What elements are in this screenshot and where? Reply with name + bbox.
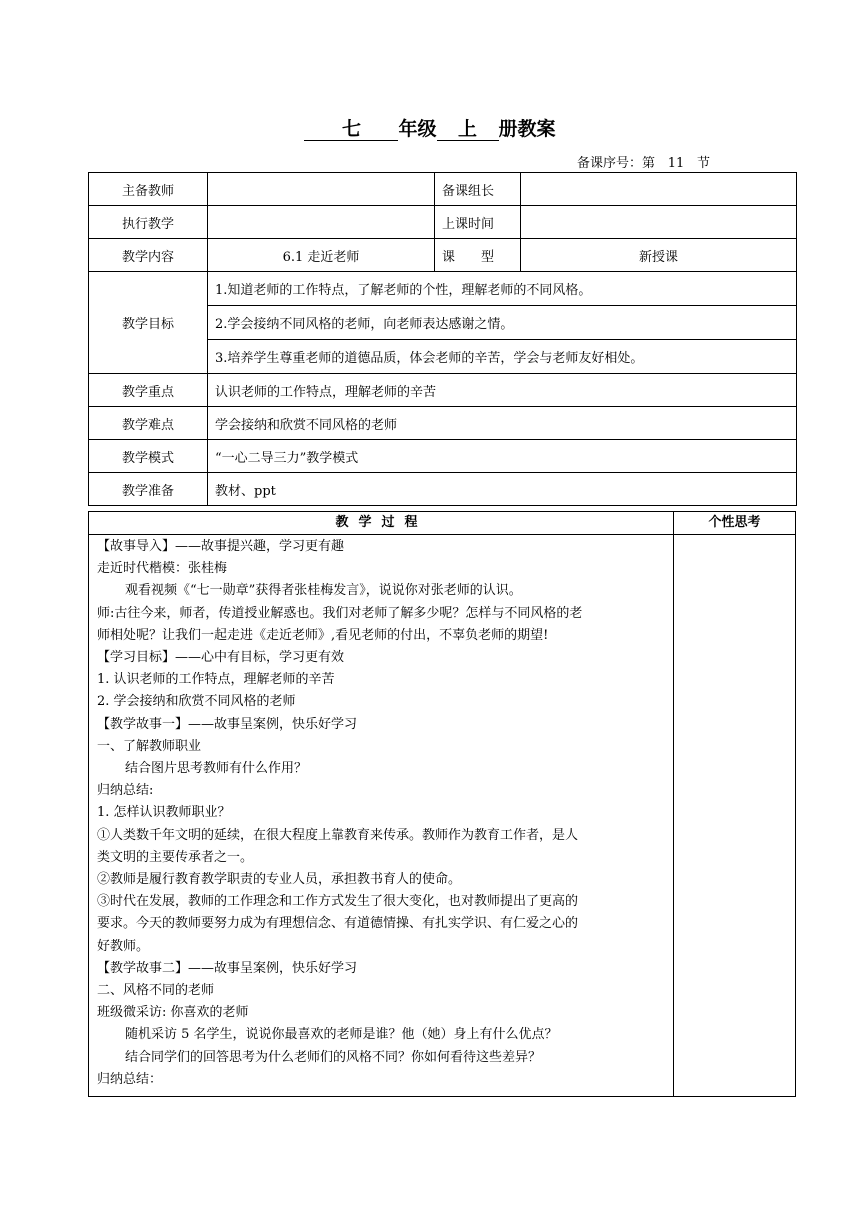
- info-table: [88, 172, 797, 506]
- grade-suffix: 年级: [398, 118, 437, 140]
- process-line: 走近时代楷模：张桂梅: [97, 561, 228, 577]
- difficult-value: 学会接纳和欣赏不同风格的老师: [208, 407, 797, 440]
- goal-2: 2.学会接纳不同风格的老师，向老师表达感谢之情。: [208, 306, 797, 340]
- content-value: 6.1 走近老师: [208, 239, 435, 272]
- content-label: 教学内容: [89, 239, 208, 272]
- exec-teacher-label: 执行教学: [89, 206, 208, 239]
- lesson-number: 11: [655, 156, 697, 173]
- row-teachers: [89, 173, 797, 206]
- term-field: 上: [437, 118, 499, 141]
- process-line: 班级微采访: 你喜欢的老师: [97, 1005, 249, 1021]
- lesson-prefix: 备课序号：第: [577, 156, 656, 171]
- main-teacher-label: 主备教师: [89, 173, 208, 206]
- type-value: 新授课: [521, 239, 797, 272]
- process-line: 好教师。: [97, 938, 150, 954]
- process-line: 1. 认识老师的工作特点，理解老师的辛苦: [97, 672, 335, 688]
- type-label: 课 型: [435, 239, 521, 272]
- process-line: 2. 学会接纳和欣赏不同风格的老师: [97, 694, 296, 710]
- main-teacher-value: [208, 173, 435, 206]
- process-line: 归纳总结：: [97, 1071, 163, 1087]
- row-prep: [89, 473, 797, 506]
- row-difficult: [89, 407, 797, 440]
- process-line: 二、风格不同的老师: [97, 983, 215, 999]
- prep-value: 教材、ppt: [208, 473, 797, 506]
- key-value: 认识老师的工作特点，理解老师的辛苦: [208, 374, 797, 407]
- mode-value: “一心二导三力”教学模式: [208, 440, 797, 473]
- grade-field: 七: [304, 118, 398, 141]
- process-line: 【教学故事二】——故事呈案例，快乐好学习: [97, 960, 358, 976]
- process-line: ①人类数千年文明的延续，在很大程度上靠教育来传承。教师作为教育工作者，是人: [97, 827, 579, 843]
- process-line: 【教学故事一】——故事呈案例，快乐好学习: [97, 716, 358, 732]
- title-suffix: 册教案: [498, 118, 556, 140]
- mode-label: 教学模式: [89, 440, 208, 473]
- prep-label: 教学准备: [89, 473, 208, 506]
- class-time-value: [521, 206, 797, 239]
- process-line: 观看视频《“七一勋章”获得者张桂梅发言》，说说你对张老师的认识。: [125, 583, 522, 599]
- goal-1: 1.知道老师的工作特点，了解老师的个性，理解老师的不同风格。: [208, 272, 797, 306]
- column-divider: [673, 512, 674, 1096]
- lesson-number-line: [577, 152, 710, 173]
- process-heading: 教学过程: [335, 515, 428, 530]
- reflection-heading: 个性思考: [708, 515, 761, 530]
- process-line: 归纳总结:: [97, 783, 154, 799]
- goal-3: 3.培养学生尊重老师的道德品质，体会老师的辛苦，学会与老师友好相处。: [208, 340, 797, 374]
- process-header: [89, 512, 795, 535]
- group-leader-value: [521, 173, 797, 206]
- process-line: 要求。今天的教师要努力成为有理想信念、有道德情操、有扎实学识、有仁爱之心的: [97, 916, 579, 932]
- process-line: 【故事导入】——故事提兴趣，学习更有趣: [97, 539, 345, 554]
- goals-label: 教学目标: [89, 272, 208, 374]
- process-line: 【学习目标】——心中有目标，学习更有效: [97, 650, 345, 666]
- key-label: 教学重点: [89, 374, 208, 407]
- process-line: 师相处呢？让我们一起走进《走近老师》,看见老师的付出，不辜负老师的期望!: [97, 627, 549, 643]
- process-line: 师:古往今来，师者，传道授业解惑也。我们对老师了解多少呢？怎样与不同风格的老: [97, 605, 583, 621]
- group-leader-label: 备课组长: [435, 173, 521, 206]
- process-line: ②教师是履行教育教学职责的专业人员，承担教书育人的使命。: [97, 872, 462, 888]
- page-title: [0, 114, 860, 141]
- exec-teacher-value: [208, 206, 435, 239]
- class-time-label: 上课时间: [435, 206, 521, 239]
- process-line: 一、了解教师职业: [97, 738, 202, 754]
- process-line: 随机采访 5 名学生，说说你最喜欢的老师是谁？他（她）身上有什么优点？: [125, 1027, 558, 1043]
- process-line: ③时代在发展，教师的工作理念和工作方式发生了很大变化，也对教师提出了更高的: [97, 894, 579, 910]
- row-mode: [89, 440, 797, 473]
- row-key: [89, 374, 797, 407]
- process-line: 类文明的主要传承者之一。: [97, 849, 254, 865]
- process-section: [88, 511, 796, 1097]
- row-content: [89, 239, 797, 272]
- process-line: 1. 怎样认识教师职业？: [97, 805, 231, 821]
- process-body: [97, 536, 667, 1091]
- difficult-label: 教学难点: [89, 407, 208, 440]
- row-goal-1: [89, 272, 797, 306]
- process-line: 结合图片思考教师有什么作用？: [125, 761, 308, 777]
- process-line: 结合同学们的回答思考为什么老师们的风格不同？你如何看待这些差异？: [125, 1049, 542, 1065]
- lesson-suffix: 节: [697, 156, 711, 171]
- row-exec: [89, 206, 797, 239]
